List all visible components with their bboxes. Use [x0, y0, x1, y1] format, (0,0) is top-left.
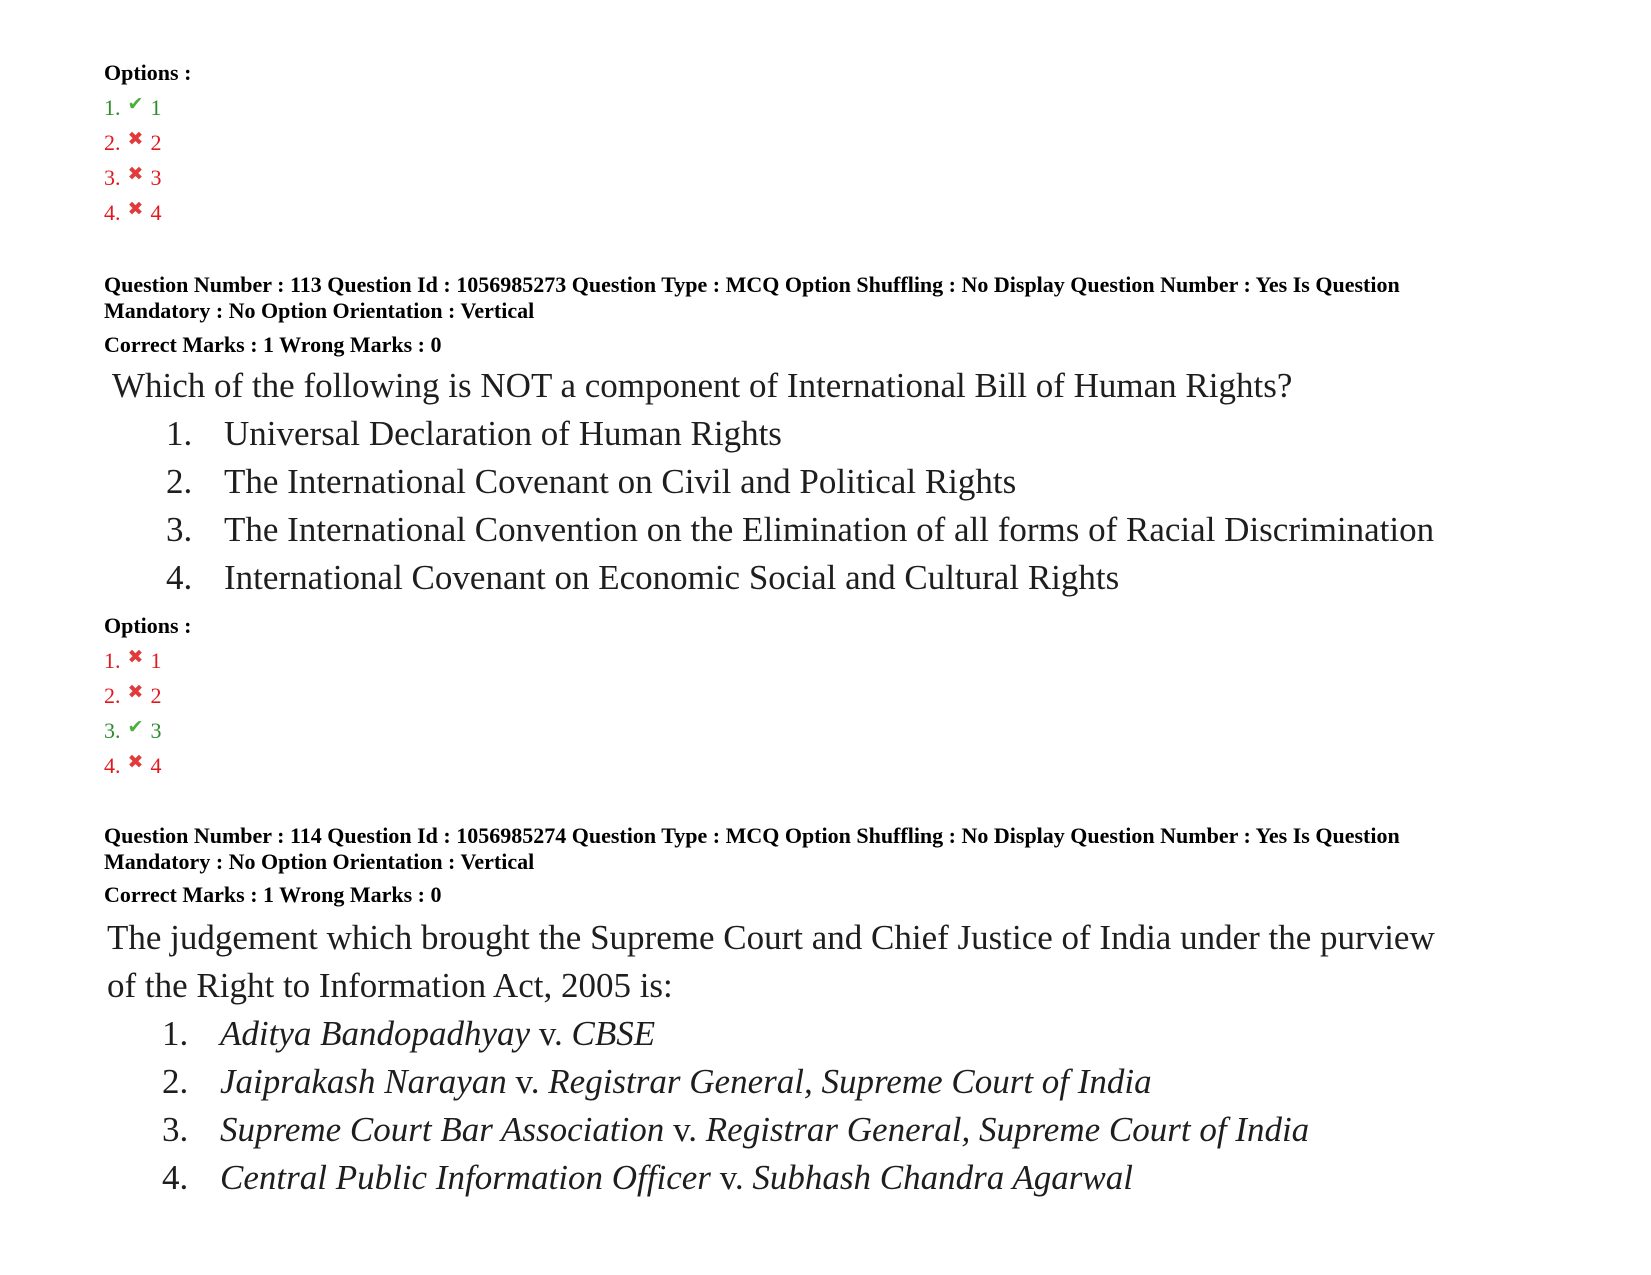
option-item [104, 643, 162, 678]
question-choice [162, 1154, 1309, 1202]
choice-number: 3. [166, 510, 193, 549]
question-choice [162, 1106, 1309, 1154]
option-item [104, 160, 162, 195]
cross-icon: ✖ [127, 199, 144, 220]
question-114-marks: Correct Marks : 1 Wrong Marks : 0 [104, 882, 442, 907]
option-item [104, 90, 162, 125]
party-name: Registrar General, Supreme Court of India [548, 1062, 1152, 1101]
question-choice [162, 1058, 1309, 1106]
party-name: Central Public Information Officer [220, 1158, 711, 1197]
option-item [104, 125, 162, 160]
choice-text: International Covenant on Economic Social and Cultural Rights [224, 558, 1120, 597]
question-choice [162, 1010, 1309, 1058]
option-item [104, 713, 162, 748]
meta-line: Question Number : 114 Question Id : 1056985274 Question Type : MCQ Option Shuffling : No Display Question Number : Yes Is Question [104, 823, 1400, 848]
question-113-options-list [104, 643, 162, 783]
versus-label: v. [530, 1014, 572, 1053]
option-value: 1 [150, 648, 162, 673]
question-line: of the Right to Information Act, 2005 is: [107, 966, 673, 1005]
question-113-marks: Correct Marks : 1 Wrong Marks : 0 [104, 332, 442, 357]
question-113-choices [166, 410, 1434, 602]
question-choice [166, 554, 1434, 602]
cross-icon: ✖ [127, 164, 144, 185]
option-number: 3. [104, 165, 121, 190]
option-number: 2. [104, 130, 121, 155]
check-icon: ✔ [127, 94, 144, 115]
choice-number: 2. [166, 462, 193, 501]
choice-number: 2. [162, 1062, 189, 1101]
cross-icon: ✖ [127, 682, 144, 703]
option-number: 4. [104, 753, 121, 778]
option-value: 3 [150, 165, 162, 190]
versus-label: v. [506, 1062, 549, 1101]
choice-text: Universal Declaration of Human Rights [224, 414, 782, 453]
party-name: Supreme Court Bar Association [220, 1110, 665, 1149]
check-icon: ✔ [127, 717, 144, 738]
party-name: Subhash Chandra Agarwal [752, 1158, 1133, 1197]
choice-text: The International Convention on the Elimination of all forms of Racial Discrimination [224, 510, 1435, 549]
question-choice [166, 410, 1434, 458]
question-114-choices [162, 1010, 1309, 1202]
option-value: 2 [150, 130, 162, 155]
question-114-meta [104, 823, 1504, 875]
option-value: 2 [150, 683, 162, 708]
versus-label: v. [710, 1158, 753, 1197]
party-name: Registrar General, Supreme Court of India [705, 1110, 1310, 1149]
party-name: Jaiprakash Narayan [220, 1062, 507, 1101]
question-line: The judgement which brought the Supreme Court and Chief Justice of India under the purview [107, 918, 1435, 957]
option-value: 4 [150, 753, 162, 778]
cross-icon: ✖ [127, 752, 144, 773]
options-header: Options : [104, 60, 192, 85]
choice-text: The International Covenant on Civil and Political Rights [224, 462, 1017, 501]
prev-options-list [104, 90, 162, 230]
choice-number: 4. [166, 558, 193, 597]
cross-icon: ✖ [127, 647, 144, 668]
option-number: 2. [104, 683, 121, 708]
question-choice [166, 458, 1434, 506]
party-name: Aditya Bandopadhyay [220, 1014, 531, 1053]
option-item [104, 748, 162, 783]
choice-number: 4. [162, 1158, 189, 1197]
options-header: Options : [104, 613, 192, 638]
choice-number: 3. [162, 1110, 189, 1149]
option-number: 4. [104, 200, 121, 225]
option-value: 1 [150, 95, 162, 120]
option-item [104, 678, 162, 713]
cross-icon: ✖ [127, 129, 144, 150]
option-number: 1. [104, 648, 121, 673]
option-number: 1. [104, 95, 121, 120]
question-113-text: Which of the following is NOT a component of International Bill of Human Rights? [112, 366, 1293, 405]
versus-label: v. [664, 1110, 706, 1149]
question-choice [166, 506, 1434, 554]
choice-number: 1. [166, 414, 193, 453]
option-number: 3. [104, 718, 121, 743]
meta-line: Question Number : 113 Question Id : 1056985273 Question Type : MCQ Option Shuffling : No Display Question Number : Yes Is Question [104, 272, 1400, 297]
question-114-text [107, 914, 1435, 1010]
party-name: CBSE [571, 1014, 656, 1053]
option-value: 3 [150, 718, 162, 743]
meta-line: Mandatory : No Option Orientation : Vertical [104, 298, 535, 323]
meta-line: Mandatory : No Option Orientation : Vertical [104, 849, 535, 874]
choice-number: 1. [162, 1014, 189, 1053]
question-113-meta [104, 272, 1504, 324]
option-item [104, 195, 162, 230]
option-value: 4 [150, 200, 162, 225]
